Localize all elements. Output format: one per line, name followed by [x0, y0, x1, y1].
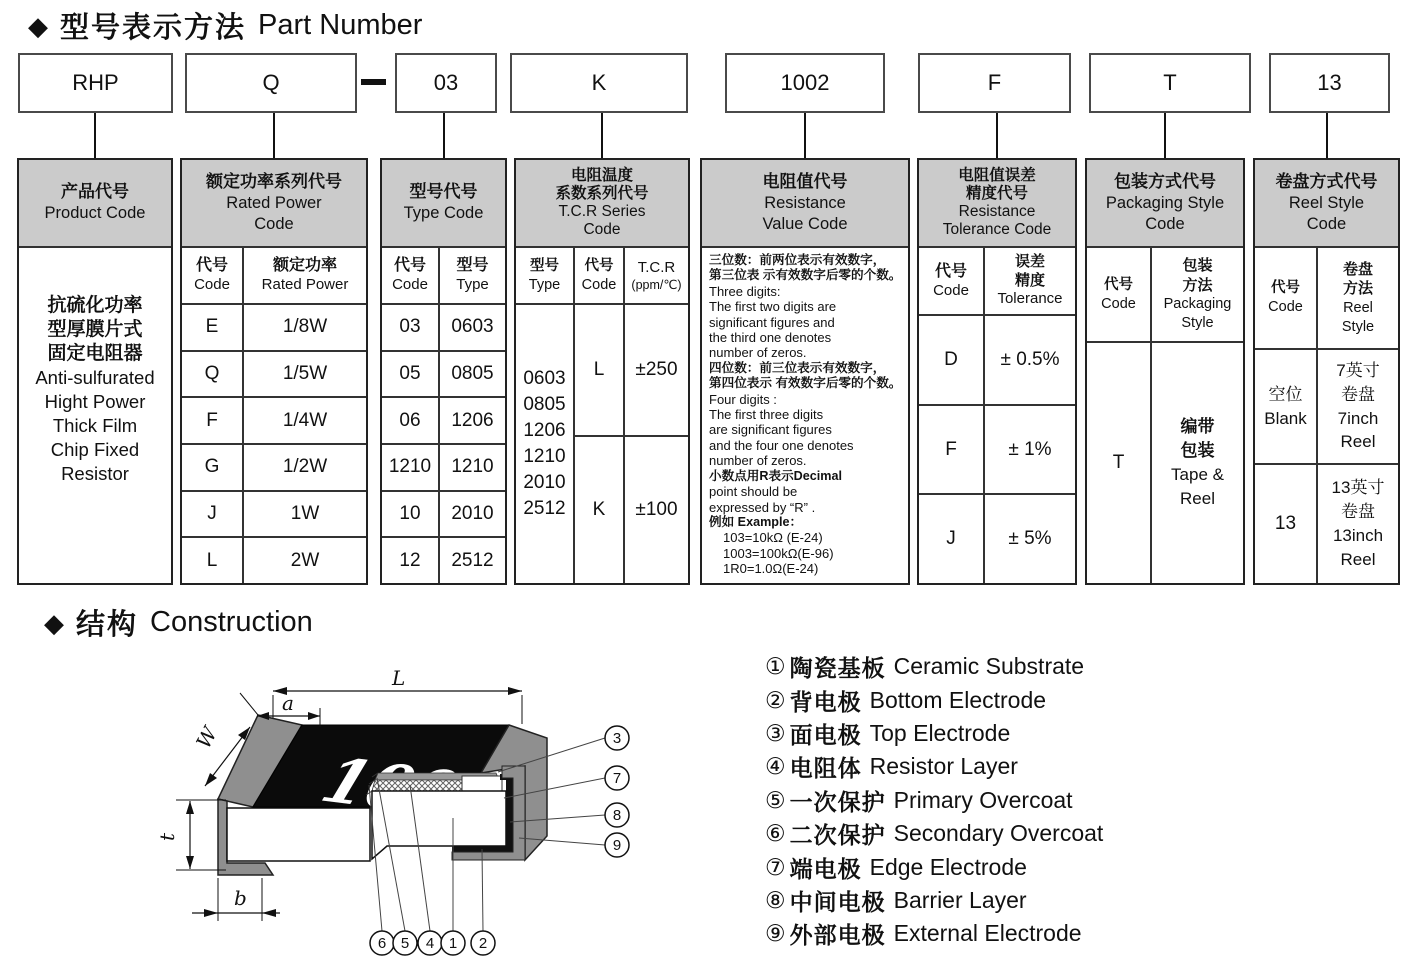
dim-label-t: t	[155, 832, 179, 841]
packaging-subheader: 代号 Code 包装 方法 Packaging Style	[1087, 248, 1243, 343]
rated-power-header: 额定功率系列代号 Rated Power Code	[182, 160, 366, 248]
connector-line	[1164, 113, 1166, 158]
tolerance-subheader: 代号 Code 误差 精度 Tolerance	[919, 248, 1075, 316]
legend-item: ⑥ 二次保护 Secondary Overcoat	[765, 820, 1104, 849]
diamond-icon: ◆	[28, 10, 48, 41]
table-row: 06 1206	[382, 396, 505, 443]
arrowhead	[508, 687, 522, 695]
construction-diagram	[110, 648, 680, 960]
legend-item: ⑧ 中间电极 Barrier Layer	[765, 886, 1027, 915]
reel-header: 卷盘方式代号 Reel Style Code	[1255, 160, 1398, 248]
table-row: J 1W	[182, 490, 366, 537]
table-row: 13 13英寸 卷盘 13inch Reel	[1255, 463, 1398, 583]
top-electrode-strip	[462, 776, 502, 791]
packaging-table	[1085, 158, 1245, 585]
connector-line	[94, 113, 96, 158]
tolerance-table	[917, 158, 1077, 585]
part-number-section-title	[28, 5, 422, 46]
tcr-header: 电阻温度 系数系列代号 T.C.R Series Code	[516, 160, 688, 248]
resistance-value-table	[700, 158, 910, 585]
rated-power-subheader: 代号 Code 额定功率 Rated Power	[182, 248, 366, 305]
table-row: Q 1/5W	[182, 350, 366, 397]
part-number-title-en: Part Number	[258, 9, 423, 41]
table-row: F 1/4W	[182, 396, 366, 443]
code-box-power: Q	[185, 53, 357, 113]
code-box-type: 03	[395, 53, 497, 113]
callout-number: 1	[448, 935, 458, 952]
code-box-resistance: 1002	[725, 53, 885, 113]
type-code-table	[380, 158, 507, 585]
product-code-header: 产品代号 Product Code	[19, 160, 171, 248]
dash-separator	[361, 79, 386, 85]
callout-number: 9	[612, 837, 622, 854]
arrowhead	[308, 712, 320, 720]
table-row: E 1/8W	[182, 305, 366, 350]
connector-line	[996, 113, 998, 158]
tcr-types-cell: 0603 0805 1206 1210 2010 2512	[516, 305, 575, 583]
packaging-header: 包装方式代号 Packaging Style Code	[1087, 160, 1243, 248]
connector-line	[804, 113, 806, 158]
table-row: L 2W	[182, 536, 366, 583]
table-row: T 编带 包装 Tape & Reel	[1087, 343, 1243, 583]
legend-item: ② 背电极 Bottom Electrode	[765, 686, 1047, 715]
type-code-header: 型号代号 Type Code	[382, 160, 505, 248]
table-row: F ± 1%	[919, 404, 1075, 494]
callout-number: 3	[612, 730, 622, 747]
arrowhead	[204, 909, 218, 917]
connector-line	[273, 113, 275, 158]
diamond-icon: ◆	[44, 607, 64, 638]
construction-legend	[765, 650, 1103, 951]
code-box-packaging: T	[1089, 53, 1251, 113]
reel-table	[1253, 158, 1400, 585]
legend-item: ⑨ 外部电极 External Electrode	[765, 920, 1082, 949]
resistance-value-header: 电阻值代号 Resistance Value Code	[702, 160, 908, 248]
tcr-table	[514, 158, 690, 585]
connector-line	[1326, 113, 1328, 158]
resistance-value-body: 三位数：前两位表示有效数字， 第三位表 示有效数字后零的个数。 Three digits: The first two digits are significant figures and the third one denotes number of zeros. 四位数：前三位表示有效数字， 第四位表示 有效数字后零的个数。 Four digits : The first three digits are significant figures and the four one denotes number of zeros. 小数点用R表示Decimal point should be expressed by “R” . 例如 Example： 103=10kΩ (E-24) 1003=100kΩ(E-96) 1R0=1.0Ω(E-24)	[709, 253, 902, 577]
construction-section-title	[44, 602, 313, 643]
table-row: D ± 0.5%	[919, 316, 1075, 404]
table-row: 03 0603	[382, 305, 505, 350]
legend-item: ④ 电阻体 Resistor Layer	[765, 753, 1018, 782]
table-row: G 1/2W	[182, 443, 366, 490]
tcr-subheader: 型号 Type 代号 Code T.C.R (ppm/℃)	[516, 248, 688, 305]
callout-number: 7	[612, 770, 622, 787]
callout-number: 4	[425, 935, 435, 952]
table-row: 1210 1210	[382, 443, 505, 490]
callout-number: 8	[612, 807, 622, 824]
tolerance-header: 电阻值误差 精度代号 Resistance Tolerance Code	[919, 160, 1075, 248]
code-box-tcr: K	[510, 53, 688, 113]
arrowhead	[186, 856, 194, 869]
legend-item: ③ 面电极 Top Electrode	[765, 719, 1011, 748]
arrowhead	[205, 773, 217, 786]
code-box-reel: 13	[1269, 53, 1390, 113]
type-code-subheader: 代号 Code 型号 Type	[382, 248, 505, 305]
table-row: 空位 Blank 7英寸 卷盘 7inch Reel	[1255, 350, 1398, 463]
legend-item: ⑦ 端电极 Edge Electrode	[765, 853, 1027, 882]
table-row: L ±250	[575, 305, 688, 435]
connector-line	[443, 113, 445, 158]
table-row: 05 0805	[382, 350, 505, 397]
dim-label-W: W	[191, 722, 223, 753]
rated-power-table	[180, 158, 368, 585]
resistor-layer-hatch	[372, 780, 464, 791]
arrowhead	[262, 909, 276, 917]
connector-line	[601, 113, 603, 158]
legend-item: ⑤ 一次保护 Primary Overcoat	[765, 786, 1073, 815]
table-row: J ± 5%	[919, 493, 1075, 583]
product-code-table	[17, 158, 173, 585]
table-row: 10 2010	[382, 490, 505, 537]
arrowhead	[186, 801, 194, 814]
extension-line	[240, 693, 258, 715]
construction-title-zh: 结构	[76, 609, 139, 641]
callout-number: 5	[400, 935, 410, 952]
table-row: 12 2512	[382, 536, 505, 583]
code-box-product: RHP	[18, 53, 173, 113]
leader-line	[482, 849, 483, 931]
part-number-title-zh: 型号表示方法	[60, 12, 247, 44]
dim-label-b: b	[234, 886, 247, 910]
reel-subheader: 代号 Code 卷盘 方法 Reel Style	[1255, 248, 1398, 350]
dim-label-a: a	[282, 691, 294, 715]
product-code-body: 抗硫化功率 型厚膜片式 固定电阻器 Anti-sulfurated Hight Power Thick Film Chip Fixed Resistor	[35, 295, 155, 484]
callout-number: 2	[478, 935, 488, 952]
callout-number: 6	[377, 935, 387, 952]
table-row: K ±100	[575, 435, 688, 583]
code-box-tolerance: F	[918, 53, 1071, 113]
construction-title-en: Construction	[150, 606, 313, 638]
legend-item: ① 陶瓷基板 Ceramic Substrate	[765, 653, 1085, 682]
dim-label-L: L	[392, 666, 406, 690]
